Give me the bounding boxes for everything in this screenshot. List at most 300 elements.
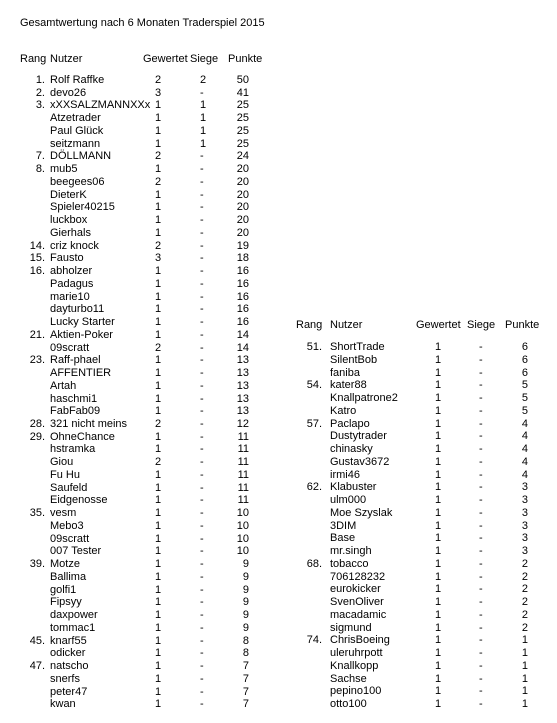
gewertet-cell: 1	[435, 583, 442, 596]
gewertet-cell: 1	[155, 316, 162, 329]
punkte-cell: 2	[521, 596, 528, 608]
siege-cell: -	[200, 621, 204, 634]
user-cell: mr.singh	[330, 545, 372, 557]
siege-cell: -	[200, 583, 204, 596]
table-row	[0, 138, 557, 150]
siege-cell: -	[479, 685, 483, 698]
gewertet-cell: 1	[435, 404, 442, 417]
gewertet-cell: 1	[435, 494, 442, 506]
punkte-cell: 25	[236, 124, 249, 137]
table-row	[0, 303, 557, 315]
header-siege: Siege	[467, 319, 496, 331]
header-rang: Rang	[20, 53, 47, 65]
user-cell: DieterK	[50, 188, 87, 201]
siege-cell: -	[479, 596, 483, 608]
punkte-cell: 8	[242, 647, 249, 660]
gewertet-cell: 1	[155, 545, 162, 558]
punkte-cell: 2	[521, 621, 528, 634]
punkte-cell: 14	[236, 328, 249, 341]
table-row	[0, 634, 557, 646]
punkte-cell: 1	[521, 698, 528, 710]
user-cell: Giou	[50, 456, 74, 469]
gewertet-cell: 1	[155, 226, 162, 239]
gewertet-cell: 1	[155, 392, 162, 405]
punkte-cell: 20	[236, 214, 249, 227]
user-cell: DÖLLMANN	[50, 150, 112, 163]
table-row	[0, 443, 557, 455]
user-cell: Katro	[330, 404, 357, 417]
punkte-cell: 10	[236, 519, 249, 532]
gewertet-cell: 1	[155, 379, 162, 392]
user-cell: natscho	[50, 660, 89, 673]
user-cell: Fausto	[50, 252, 84, 265]
siege-cell: -	[479, 570, 483, 583]
siege-cell: -	[200, 239, 204, 252]
gewertet-cell: 2	[155, 239, 162, 252]
gewertet-cell: 3	[155, 252, 162, 265]
gewertet-cell: 1	[155, 112, 162, 125]
rank-cell: 14.	[29, 239, 45, 252]
gewertet-cell: 2	[155, 74, 162, 86]
punkte-cell: 11	[237, 481, 249, 494]
table-row	[0, 367, 557, 379]
user-cell: 007 Tester	[50, 545, 102, 558]
gewertet-cell: 1	[155, 265, 162, 278]
user-cell: Paclapo	[330, 417, 370, 430]
siege-cell: -	[200, 150, 204, 163]
punkte-cell: 4	[521, 443, 528, 455]
siege-cell: -	[200, 290, 204, 303]
gewertet-cell: 1	[155, 494, 162, 507]
user-cell: irmi46	[330, 468, 360, 481]
table-row	[0, 150, 557, 162]
rank-cell: 45.	[29, 634, 45, 647]
table-row	[0, 583, 557, 595]
gewertet-cell: 1	[435, 392, 442, 404]
gewertet-cell: 1	[435, 545, 442, 557]
siege-cell: -	[200, 214, 204, 227]
header-punkte: Punkte	[505, 319, 540, 331]
user-cell: hstramka	[50, 443, 96, 456]
user-cell: Dustytrader	[330, 430, 387, 443]
punkte-cell: 12	[236, 417, 249, 430]
gewertet-cell: 1	[435, 341, 442, 353]
gewertet-cell: 1	[155, 507, 162, 520]
header-nutzer: Nutzer	[330, 319, 363, 331]
rank-cell: 2.	[35, 86, 45, 99]
punkte-cell: 16	[236, 316, 249, 329]
user-cell: Motze	[50, 558, 80, 571]
siege-cell: -	[200, 456, 204, 469]
gewertet-cell: 2	[155, 341, 162, 354]
siege-cell: -	[479, 698, 483, 710]
user-cell: Gierhals	[50, 226, 91, 239]
punkte-cell: 11	[237, 456, 249, 469]
user-cell: Ballima	[50, 570, 87, 583]
punkte-cell: 1	[521, 647, 528, 659]
siege-cell: -	[200, 558, 204, 571]
punkte-cell: 1	[521, 634, 528, 647]
siege-cell: -	[200, 417, 204, 430]
user-cell: golfi1	[50, 583, 77, 596]
siege-cell: -	[200, 405, 204, 418]
punkte-cell: 3	[521, 545, 528, 557]
header-siege: Siege	[190, 53, 219, 65]
table-row	[0, 545, 557, 557]
siege-cell: -	[479, 417, 483, 430]
table-row	[0, 329, 557, 341]
gewertet-cell: 1	[435, 506, 442, 519]
siege-cell: -	[479, 672, 483, 685]
rank-cell: 47.	[29, 660, 45, 673]
gewertet-cell: 1	[435, 608, 442, 621]
gewertet-cell: 1	[155, 558, 162, 571]
user-cell: Knallkopp	[330, 659, 379, 672]
user-cell: peter47	[50, 685, 88, 698]
user-cell: odicker	[50, 647, 86, 660]
siege-cell: -	[200, 265, 204, 278]
user-cell: abholzer	[50, 265, 93, 278]
punkte-cell: 4	[521, 455, 528, 468]
user-cell: SvenOliver	[330, 596, 384, 608]
user-cell: marie10	[50, 290, 90, 303]
punkte-cell: 25	[236, 137, 249, 150]
punkte-cell: 11	[237, 468, 249, 481]
user-cell: Atzetrader	[50, 112, 101, 125]
siege-cell: -	[479, 353, 483, 366]
table-row	[0, 278, 557, 290]
table-row	[0, 252, 557, 264]
gewertet-cell: 1	[155, 698, 162, 711]
gewertet-cell: 1	[435, 443, 442, 455]
table-row	[0, 125, 557, 137]
punkte-cell: 20	[236, 163, 249, 176]
siege-cell: -	[200, 226, 204, 239]
user-cell: 706128232	[330, 570, 386, 583]
gewertet-cell: 1	[435, 430, 442, 443]
siege-cell: -	[200, 647, 204, 660]
user-cell: chinasky	[330, 443, 373, 455]
siege-cell: -	[479, 443, 483, 455]
siege-cell: -	[479, 392, 483, 404]
siege-cell: -	[479, 341, 483, 353]
siege-cell: -	[200, 481, 204, 494]
punkte-cell: 5	[521, 404, 528, 417]
gewertet-cell: 1	[435, 455, 442, 468]
punkte-cell: 7	[242, 672, 249, 685]
siege-cell: -	[200, 163, 204, 176]
siege-cell: -	[479, 455, 483, 468]
user-cell: AFFENTIER	[50, 367, 112, 380]
punkte-cell: 9	[242, 609, 249, 622]
header-gewertet: Gewertet	[143, 53, 188, 65]
rank-cell: 35.	[29, 507, 45, 520]
rank-cell: 3.	[35, 99, 45, 112]
gewertet-cell: 1	[155, 596, 162, 609]
table-row	[0, 685, 557, 697]
user-cell: Gustav3672	[330, 455, 390, 468]
gewertet-cell: 1	[155, 124, 162, 137]
siege-cell: -	[200, 443, 204, 456]
user-cell: snerfs	[50, 672, 80, 685]
rank-cell: 21.	[29, 328, 45, 341]
rank-cell: 68.	[306, 557, 322, 570]
user-cell: ShortTrade	[330, 341, 385, 353]
gewertet-cell: 1	[435, 481, 442, 494]
punkte-cell: 16	[236, 265, 249, 278]
user-cell: Padagus	[50, 277, 94, 290]
punkte-cell: 25	[236, 99, 249, 112]
gewertet-cell: 1	[155, 354, 162, 367]
table-row	[0, 558, 557, 570]
table-row	[0, 87, 557, 99]
table-row	[0, 163, 557, 175]
gewertet-cell: 2	[155, 456, 162, 469]
gewertet-cell: 1	[435, 647, 442, 659]
user-cell: 09scratt	[50, 341, 90, 354]
gewertet-cell: 1	[155, 481, 162, 494]
punkte-cell: 11	[237, 443, 249, 456]
gewertet-cell: 1	[435, 570, 442, 583]
page-title: Gesamtwertung nach 6 Monaten Traderspiel 2015	[20, 17, 265, 29]
siege-cell: -	[200, 468, 204, 481]
punkte-cell: 20	[236, 188, 249, 201]
user-cell: daxpower	[50, 609, 98, 622]
table-row	[0, 379, 557, 391]
user-cell: Moe Szyslak	[330, 506, 393, 519]
siege-cell: -	[479, 481, 483, 494]
siege-cell: -	[200, 367, 204, 380]
user-cell: ChrisBoeing	[330, 634, 390, 647]
punkte-cell: 19	[236, 239, 249, 252]
punkte-cell: 3	[521, 532, 528, 545]
punkte-cell: 9	[242, 621, 249, 634]
gewertet-cell: 1	[155, 443, 162, 456]
gewertet-cell: 1	[155, 672, 162, 685]
table-row	[0, 571, 557, 583]
siege-cell: -	[200, 277, 204, 290]
gewertet-cell: 1	[155, 660, 162, 673]
siege-cell: -	[200, 328, 204, 341]
siege-cell: -	[200, 507, 204, 520]
user-cell: Knallpatrone2	[330, 392, 398, 404]
siege-cell: -	[479, 494, 483, 506]
user-cell: beegees06	[50, 175, 105, 188]
table-row	[0, 227, 557, 239]
punkte-cell: 4	[521, 468, 528, 481]
gewertet-cell: 1	[155, 647, 162, 660]
user-cell: 09scratt	[50, 532, 90, 545]
siege-cell: 1	[200, 137, 207, 150]
rank-cell: 7.	[35, 150, 45, 163]
siege-cell: -	[479, 532, 483, 545]
siege-cell: -	[200, 379, 204, 392]
gewertet-cell: 1	[155, 570, 162, 583]
user-cell: Mebo3	[50, 519, 84, 532]
table-row	[0, 354, 557, 366]
siege-cell: 1	[200, 99, 207, 112]
table-row	[0, 647, 557, 659]
rank-cell: 29.	[29, 430, 45, 443]
siege-cell: 1	[200, 112, 207, 125]
punkte-cell: 13	[236, 405, 249, 418]
punkte-cell: 3	[521, 494, 528, 506]
siege-cell: -	[479, 468, 483, 481]
user-cell: Klabuster	[330, 481, 377, 494]
table-row	[0, 660, 557, 672]
punkte-cell: 13	[236, 379, 249, 392]
punkte-cell: 6	[521, 353, 528, 366]
siege-cell: -	[479, 519, 483, 532]
gewertet-cell: 1	[435, 634, 442, 647]
gewertet-cell: 2	[155, 417, 162, 430]
user-cell: Aktien-Poker	[50, 328, 113, 341]
header-rang: Rang	[296, 319, 323, 331]
user-cell: luckbox	[50, 214, 88, 227]
user-cell: Saufeld	[50, 481, 88, 494]
table-row	[0, 214, 557, 226]
punkte-cell: 1	[521, 659, 528, 672]
punkte-cell: 10	[236, 545, 249, 558]
rank-cell: 23.	[29, 354, 45, 367]
punkte-cell: 13	[236, 392, 249, 405]
gewertet-cell: 1	[155, 634, 162, 647]
punkte-cell: 2	[521, 583, 528, 596]
left-table-header	[0, 53, 280, 65]
punkte-cell: 50	[236, 74, 249, 86]
table-row	[0, 507, 557, 519]
gewertet-cell: 1	[435, 353, 442, 366]
siege-cell: -	[200, 494, 204, 507]
table-row	[0, 494, 557, 506]
siege-cell: -	[479, 608, 483, 621]
user-cell: SilentBob	[330, 353, 378, 366]
siege-cell: -	[200, 252, 204, 265]
user-cell: seitzmann	[50, 137, 101, 150]
punkte-cell: 2	[521, 557, 528, 570]
table-row	[0, 176, 557, 188]
punkte-cell: 8	[242, 634, 249, 647]
user-cell: haschmi1	[50, 392, 98, 405]
user-cell: devo26	[50, 86, 87, 99]
rank-cell: 8.	[35, 163, 45, 176]
punkte-cell: 1	[521, 672, 528, 685]
punkte-cell: 10	[236, 507, 249, 520]
gewertet-cell: 1	[155, 519, 162, 532]
rank-cell: 15.	[29, 252, 45, 265]
table-row	[0, 469, 557, 481]
user-cell: macadamic	[330, 608, 387, 621]
gewertet-cell: 1	[155, 188, 162, 201]
siege-cell: -	[200, 430, 204, 443]
punkte-cell: 9	[242, 596, 249, 609]
punkte-cell: 2	[521, 608, 528, 621]
gewertet-cell: 1	[435, 468, 442, 481]
table-row	[0, 240, 557, 252]
user-cell: kater88	[330, 379, 367, 392]
siege-cell: -	[479, 634, 483, 647]
user-cell: Base	[330, 532, 356, 545]
table-row	[0, 201, 557, 213]
gewertet-cell: 1	[435, 366, 442, 379]
siege-cell: -	[200, 634, 204, 647]
siege-cell: -	[200, 392, 204, 405]
table-row	[0, 74, 557, 86]
gewertet-cell: 1	[155, 137, 162, 150]
siege-cell: 1	[200, 124, 207, 137]
punkte-cell: 20	[236, 175, 249, 188]
gewertet-cell: 1	[435, 621, 442, 634]
punkte-cell: 24	[236, 150, 249, 163]
punkte-cell: 6	[521, 366, 528, 379]
punkte-cell: 4	[521, 430, 528, 443]
rank-cell: 51.	[306, 341, 322, 353]
siege-cell: -	[200, 354, 204, 367]
gewertet-cell: 1	[155, 468, 162, 481]
user-cell: criz knock	[50, 239, 99, 252]
user-cell: uleruhrpott	[330, 647, 383, 659]
user-cell: sigmund	[330, 621, 372, 634]
gewertet-cell: 1	[155, 303, 162, 316]
punkte-cell: 25	[236, 112, 249, 125]
table-row	[0, 609, 557, 621]
siege-cell: -	[200, 175, 204, 188]
table-row	[0, 481, 557, 493]
gewertet-cell: 1	[155, 405, 162, 418]
gewertet-cell: 1	[155, 685, 162, 698]
gewertet-cell: 1	[155, 609, 162, 622]
gewertet-cell: 3	[155, 86, 162, 99]
punkte-cell: 18	[236, 252, 249, 265]
siege-cell: -	[200, 609, 204, 622]
siege-cell: -	[200, 660, 204, 673]
user-cell: Sachse	[330, 672, 367, 685]
punkte-cell: 13	[236, 354, 249, 367]
user-cell: dayturbo11	[50, 303, 105, 316]
siege-cell: -	[479, 557, 483, 570]
siege-cell: -	[479, 545, 483, 557]
punkte-cell: 9	[242, 558, 249, 571]
siege-cell: -	[200, 188, 204, 201]
user-cell: tommac1	[50, 621, 96, 634]
siege-cell: -	[200, 86, 204, 99]
siege-cell: -	[200, 545, 204, 558]
rank-cell: 57.	[306, 417, 322, 430]
table-row	[0, 456, 557, 468]
siege-cell: -	[200, 698, 204, 711]
punkte-cell: 11	[237, 494, 249, 507]
punkte-cell: 6	[521, 341, 528, 353]
gewertet-cell: 1	[435, 417, 442, 430]
punkte-cell: 13	[236, 367, 249, 380]
rank-cell: 16.	[29, 265, 45, 278]
user-cell: 321 nicht meins	[50, 417, 128, 430]
user-cell: eurokicker	[330, 583, 381, 596]
siege-cell: -	[200, 672, 204, 685]
siege-cell: -	[479, 379, 483, 392]
punkte-cell: 7	[242, 660, 249, 673]
siege-cell: -	[200, 570, 204, 583]
punkte-cell: 9	[242, 583, 249, 596]
gewertet-cell: 1	[155, 328, 162, 341]
rank-cell: 28.	[29, 417, 45, 430]
gewertet-cell: 1	[435, 685, 442, 698]
siege-cell: -	[200, 519, 204, 532]
siege-cell: -	[200, 303, 204, 316]
header-nutzer: Nutzer	[50, 53, 83, 65]
user-cell: xXXSALZMANNXXx	[50, 99, 151, 112]
user-cell: Raff-phael	[50, 354, 101, 367]
